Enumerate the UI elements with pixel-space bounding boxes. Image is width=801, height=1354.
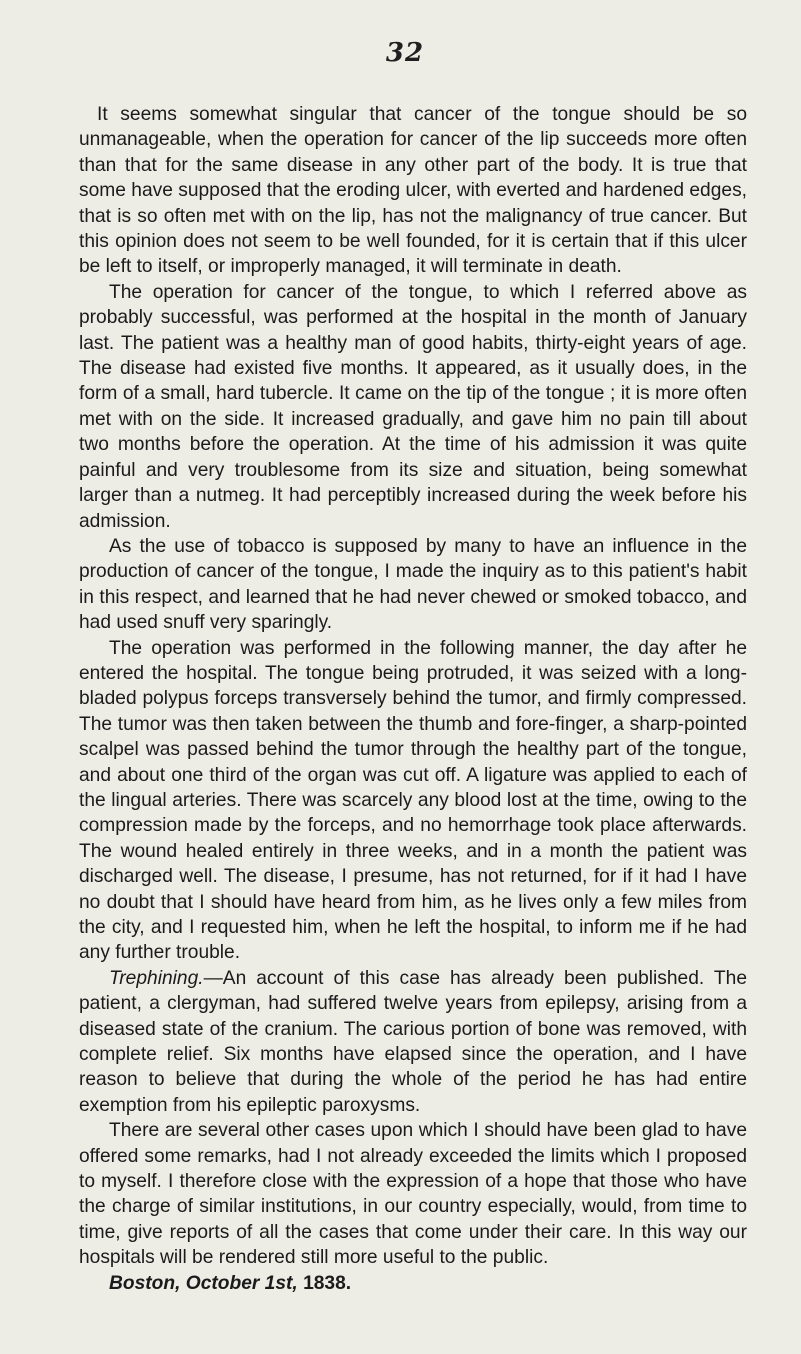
paragraph-operation-case: The operation for cancer of the tongue, to which I referred above as probably successful, was performed at the hospital in the month of January last. The patient was a healthy man of good habits, thirty-eight years of age. The disease had existed five months. It appeared, as it usually does, in the form of a small, hard tubercle. It came on the tip of the tongue ; it is more often met with on the side. It increased gradually, and gave him no pain till about two months before the operation. At the time of his admission it was quite painful and very troublesome from its size and situation, being somewhat larger than a nutmeg. It had perceptibly increased during the week before his admission. xyxy=(79,281,747,532)
article-body xyxy=(79,102,747,1296)
trephining-heading: Trephining. xyxy=(109,967,204,989)
signature-place: Boston, xyxy=(109,1272,181,1294)
paragraph-closing: There are several other cases upon which I should have been glad to have offered some remarks, had I not already exceeded the limits which I proposed to myself. I therefore close with the expression of a hope that those who have the charge of similar institutions, in our country especially, would, from time to time, give reports of all the cases that come under their care. In this way our hospitals will be rendered still more useful to the public. xyxy=(79,1120,747,1269)
paragraph-operation-method: The operation was performed in the following manner, the day after he entered the hospital. The tongue being protruded, it was seized with a long-bladed polypus forceps transversely behind the tumor, and firmly compressed. The tumor was then taken between the thumb and fore-finger, a sharp-pointed scalpel was passed behind the tumor through the healthy part of the tongue, and about one third of the organ was cut off. A ligature was applied to each of the lingual arteries. There was scarcely any blood lost at the time, owing to the compression made by the forceps, and no hemorrhage took place afterwards. The wound healed entirely in three weeks, and in a month the patient was discharged well. The disease, I presume, has not returned, for if it had I have no doubt that I should have heard from him, as he lives only a few miles from the city, and I requested him, when he left the hospital, to inform me if he had any further trouble. xyxy=(79,637,747,964)
signature-date-ordinal: 1st, xyxy=(264,1272,298,1294)
paragraph-tobacco: As the use of tobacco is supposed by many to have an influence in the production of cancer of the tongue, I made the inquiry as to this patient's habit in this respect, and learned that he had never chewed or smoked tobacco, and had used snuff very sparingly. xyxy=(79,535,747,634)
paragraph-cancer-intro: It seems somewhat singular that cancer of the tongue should be so unmanageable, when the operation for cancer of the lip succeeds more often than that for the same disease in any other part of the body. It is true that some have supposed that the eroding ulcer, with everted and hardened edges, that is so often met with on the lip, has not the malignancy of true cancer. But this opinion does not seem to be well founded, for it is certain that if this ulcer be left to itself, or improperly managed, it will terminate in death. xyxy=(79,104,747,278)
signature-year: 1838. xyxy=(303,1272,352,1294)
trephining-text: —An account of this case has already been published. The patient, a clergyman, had suffered twelve years from epilepsy, arising from a diseased state of the cranium. The carious portion of bone was removed, with complete relief. Six months have elapsed since the operation, and I have reason to believe that during the whole of the period he has had entire exemption from his epileptic paroxysms. xyxy=(79,967,747,1116)
page-number: 32 xyxy=(385,38,425,68)
signature-line xyxy=(79,1271,747,1296)
signature-date-prefix: October xyxy=(185,1272,265,1294)
paragraph-trephining xyxy=(79,966,747,1118)
